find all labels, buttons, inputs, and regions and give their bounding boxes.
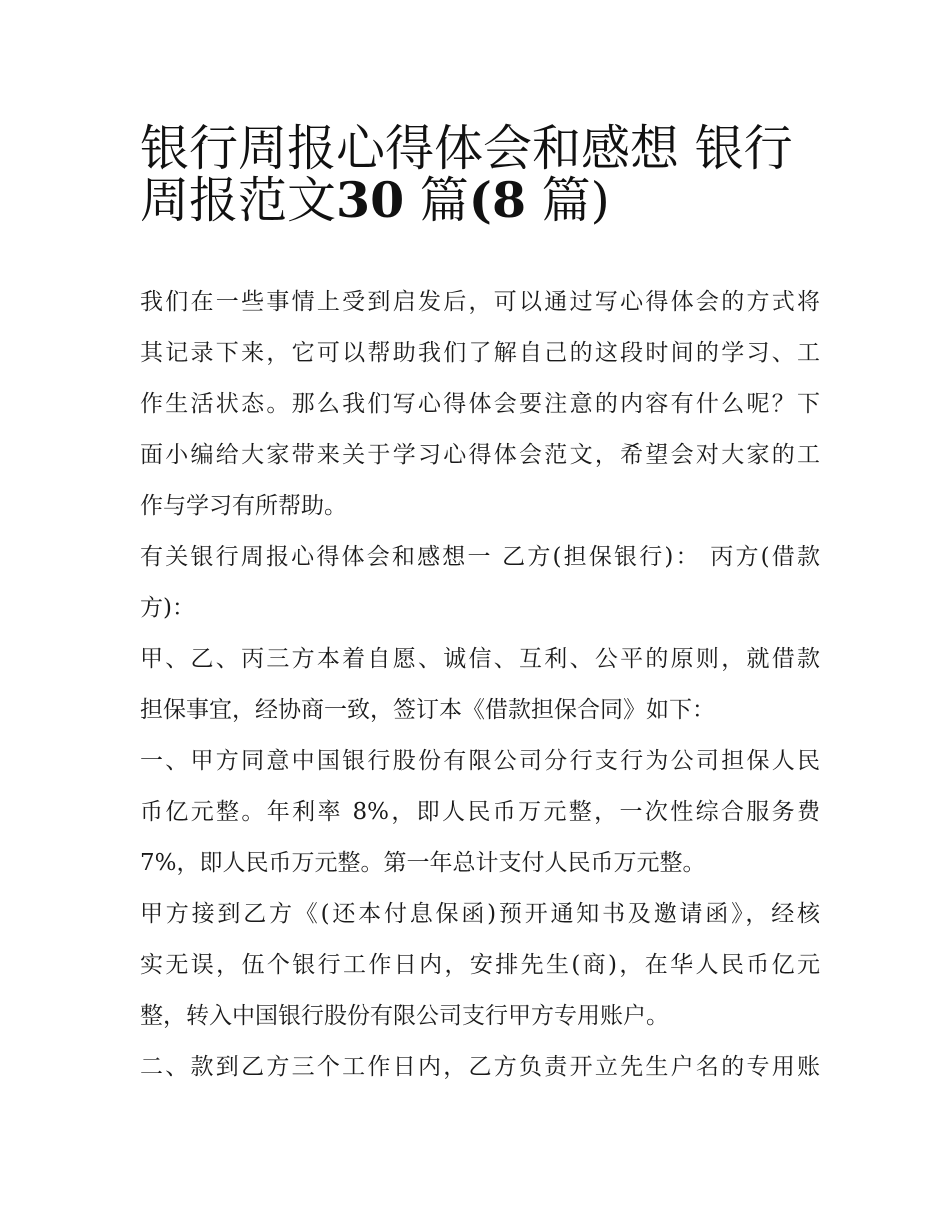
paragraph-line: 作与学习有所帮助。 [140, 493, 347, 519]
paragraph-clause-2 [140, 1042, 820, 1093]
title-line-2-prefix: 周报范文 [140, 172, 337, 229]
paragraph-line: 甲、乙、丙三方本着自愿、诚信、互利、公平的原则，就借款 [140, 646, 820, 672]
paragraph-line: 实无误，伍个银行工作日内，安排先生(商)，在华人民币亿元 [140, 952, 820, 978]
document-title [140, 112, 820, 229]
title-line-2-mid: 篇 [404, 172, 469, 229]
paragraph-line: 担保事宜，经协商一致，签订本《借款担保合同》如下： [140, 697, 715, 723]
title-line-1: 银行周报心得体会和感想 银行 [140, 120, 793, 177]
title-line-2-paren: (8 [468, 171, 527, 229]
paragraph-line: 作生活状态。那么我们写心得体会要注意的内容有什么呢？下 [140, 391, 820, 417]
paragraph-line: 一、甲方同意中国银行股份有限公司分行支行为公司担保人民 [140, 748, 820, 774]
paragraph-line: 有关银行周报心得体会和感想一 乙方(担保银行)： 丙方(借款 [140, 544, 820, 570]
paragraph-parties [140, 532, 820, 634]
paragraph-notice [140, 889, 820, 1042]
paragraph-principles [140, 634, 820, 736]
paragraph-line: 币亿元整。年利率 8%，即人民币万元整，一次性综合服务费 [140, 799, 820, 825]
paragraph-line: 二、款到乙方三个工作日内，乙方负责开立先生户名的专用账 [140, 1054, 820, 1080]
paragraph-line: 甲方接到乙方《(还本付息保函)预开通知书及邀请函》，经核 [140, 901, 820, 927]
paragraph-intro [140, 277, 820, 532]
paragraph-line: 面小编给大家带来关于学习心得体会范文，希望会对大家的工 [140, 442, 820, 468]
title-line-2-number: 30 [336, 171, 405, 229]
paragraph-line: 整，转入中国银行股份有限公司支行甲方专用账户。 [140, 1003, 669, 1029]
paragraph-line: 我们在一些事情上受到启发后，可以通过写心得体会的方式将 [140, 289, 820, 315]
paragraph-clause-1 [140, 736, 820, 889]
paragraph-line: 方)： [140, 595, 195, 621]
paragraph-line: 其记录下来，它可以帮助我们了解自己的这段时间的学习、工 [140, 340, 820, 366]
document-body [140, 277, 820, 1093]
title-line-2-end: 篇) [526, 172, 610, 229]
paragraph-line: 7%，即人民币万元整。第一年总计支付人民币万元整。 [140, 850, 706, 876]
